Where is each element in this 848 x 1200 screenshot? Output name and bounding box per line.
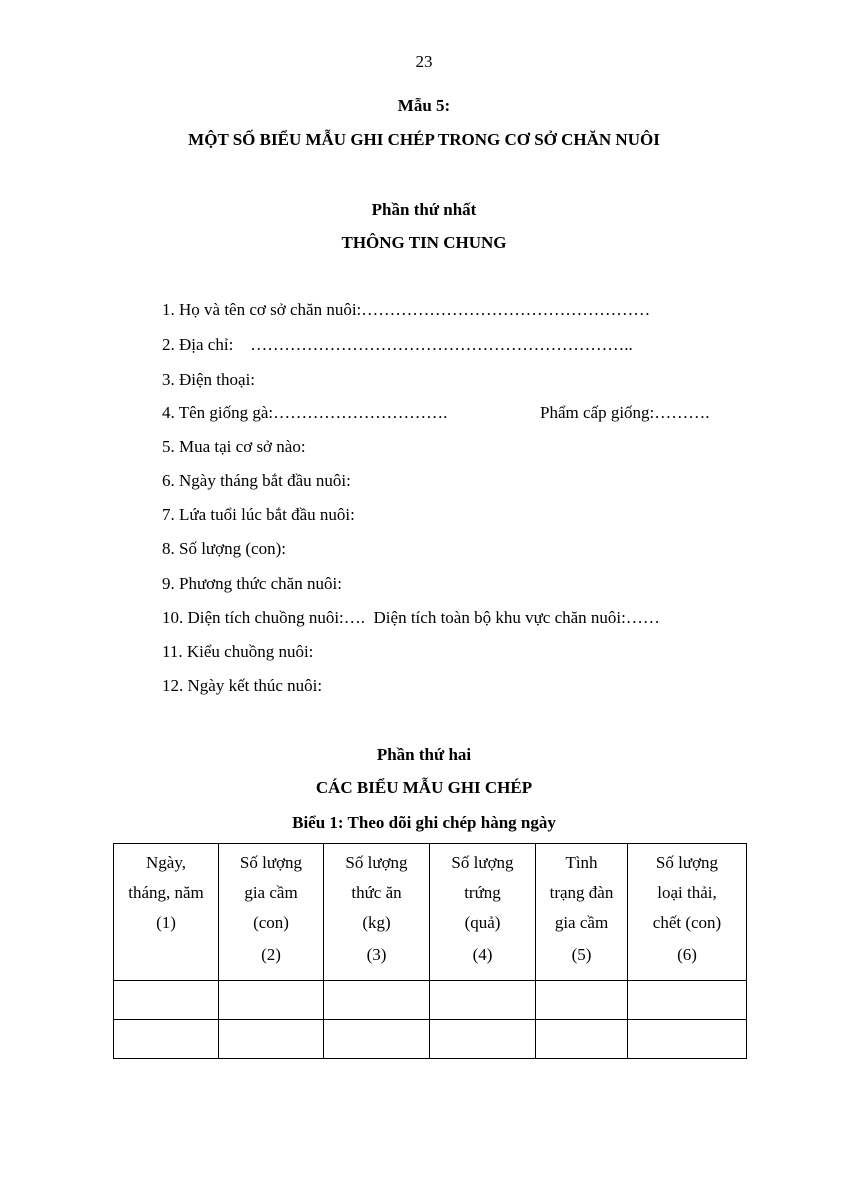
table-cell xyxy=(628,1020,747,1059)
table-cell xyxy=(430,1020,536,1059)
table-cell xyxy=(219,1020,324,1059)
table-row xyxy=(114,981,747,1020)
column-header-date: Ngày, tháng, năm (1) xyxy=(114,844,219,981)
field-quantity: 8. Số lượng (con): xyxy=(162,539,286,558)
table-title: Biểu 1: Theo dõi ghi chép hàng ngày xyxy=(292,813,556,832)
part1-title: THÔNG TIN CHUNG xyxy=(341,233,507,252)
field-end-date: 12. Ngày kết thúc nuôi: xyxy=(162,676,323,695)
column-header-culled-dead: Số lượng loại thải, chết (con) (6) xyxy=(628,844,747,981)
field-start-date: 6. Ngày tháng bắt đầu nuôi: xyxy=(162,471,351,490)
page-number: 23 xyxy=(415,52,433,71)
field-breed-name: 4. Tên giống gà:…………………………. xyxy=(162,403,448,422)
part1-label: Phần thứ nhất xyxy=(371,200,477,219)
table-cell xyxy=(324,981,430,1020)
table-cell xyxy=(628,981,747,1020)
field-phone: 3. Điện thoại: xyxy=(162,370,256,389)
field-method: 9. Phương thức chăn nuôi: xyxy=(162,574,342,593)
table-cell xyxy=(536,1020,628,1059)
field-barn-type: 11. Kiểu chuồng nuôi: xyxy=(162,642,314,661)
field-address: 2. Địa chỉ: ………………………………………………………….. xyxy=(162,335,633,354)
part2-title: CÁC BIỂU MẪU GHI CHÉP xyxy=(315,778,533,797)
field-facility-name: 1. Họ và tên cơ sở chăn nuôi:…………………………………………… xyxy=(162,300,651,319)
table-row xyxy=(114,1020,747,1059)
table-cell xyxy=(114,981,219,1020)
table-cell xyxy=(219,981,324,1020)
table-header-row xyxy=(114,844,747,981)
column-header-flock-status: Tình trạng đàn gia cầm (5) xyxy=(536,844,628,981)
table-cell xyxy=(324,1020,430,1059)
form-label: Mẫu 5: xyxy=(397,96,451,115)
table-cell xyxy=(114,1020,219,1059)
table-cell xyxy=(536,981,628,1020)
document-title: MỘT SỐ BIỂU MẪU GHI CHÉP TRONG CƠ SỞ CHĂN NUÔI xyxy=(188,130,660,149)
field-area: 10. Diện tích chuồng nuôi:…. Diện tích toàn bộ khu vực chăn nuôi:…… xyxy=(162,608,660,627)
field-purchase-source: 5. Mua tại cơ sở nào: xyxy=(162,437,306,456)
column-header-egg-count: Số lượng trứng (quả) (4) xyxy=(430,844,536,981)
daily-log-table xyxy=(113,843,747,1059)
column-header-poultry-count: Số lượng gia cầm (con) (2) xyxy=(219,844,324,981)
field-breed-grade: Phẩm cấp giống:………. xyxy=(540,403,710,422)
part2-label: Phần thứ hai xyxy=(376,745,472,764)
column-header-feed-amount: Số lượng thức ăn (kg) (3) xyxy=(324,844,430,981)
field-start-age: 7. Lứa tuổi lúc bắt đầu nuôi: xyxy=(162,505,355,524)
table-cell xyxy=(430,981,536,1020)
